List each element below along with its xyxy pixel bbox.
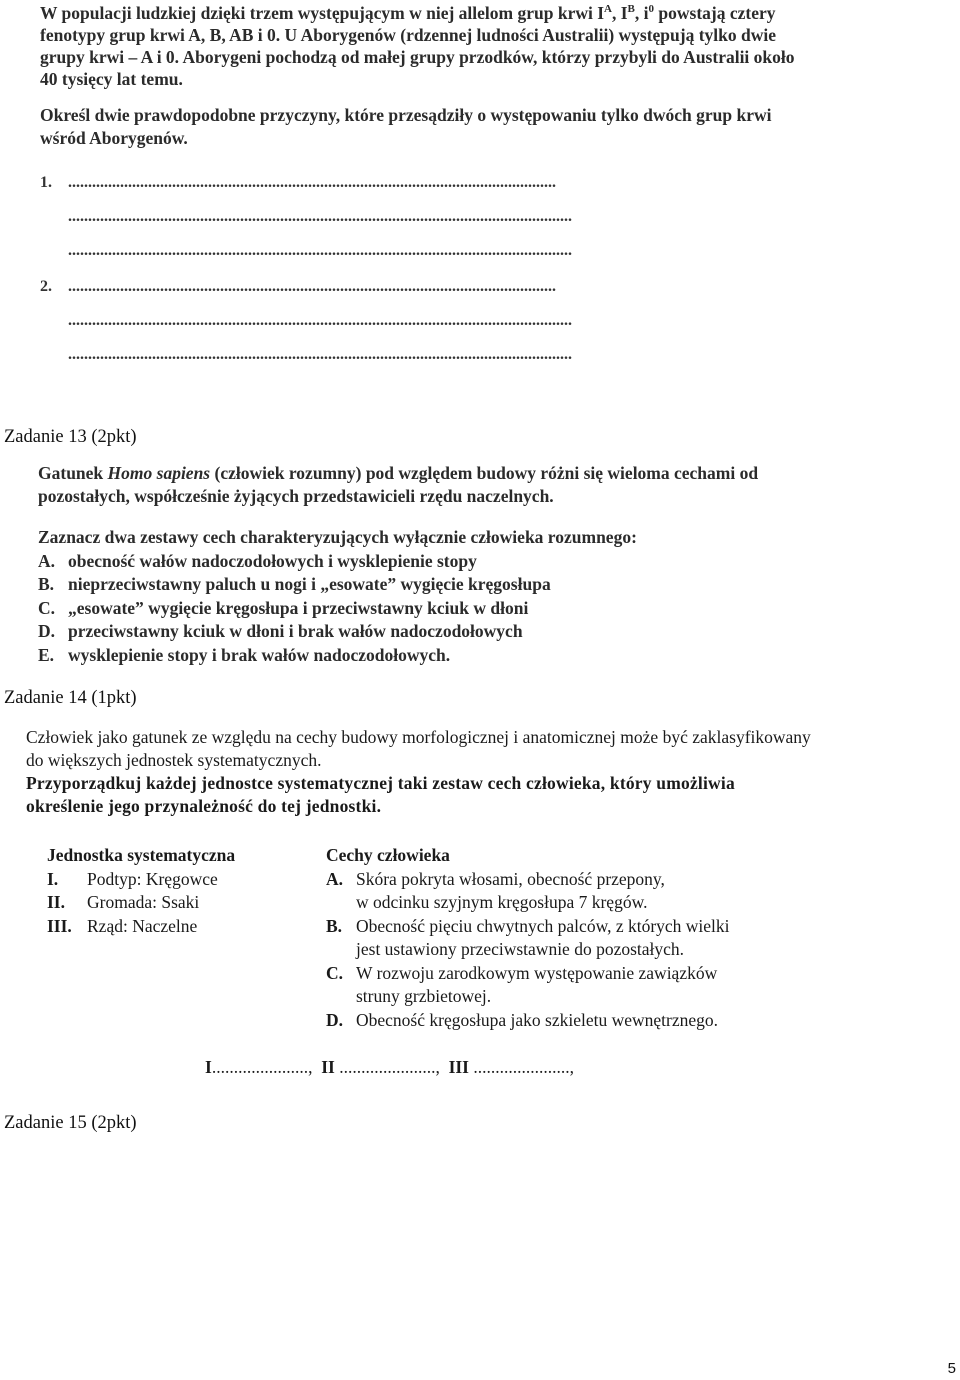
trait-item: B. Obecność pięciu chwytnych palców, z których wielki: [326, 915, 730, 936]
task14-answer-line[interactable]: I......................, II ......................, III ......................,: [205, 1057, 574, 1077]
units-header: Jednostka systematyczna: [47, 845, 236, 865]
task13-intro: Gatunek Homo sapiens (człowiek rozumny) pod względem budowy różni się wieloma cechami od pozostałych, współcześnie żyjących przedstawicieli rzędu naczelnych.: [38, 463, 759, 506]
task13-option-b[interactable]: B. nieprzeciwstawny paluch u nogi i „esowate” wygięcie kręgosłupa: [38, 574, 551, 594]
task13-question: [38, 526, 828, 667]
trait-item: D. Obecność kręgosłupa jako szkieletu wewnętrznego.: [326, 1009, 719, 1030]
answer-field-i[interactable]: ......................,: [211, 1057, 313, 1077]
task13-option-a[interactable]: A. obecność wałów nadoczodołowych i wysklepienie stopy: [38, 550, 477, 571]
answer-field-ii[interactable]: ......................,: [339, 1057, 440, 1077]
task14-heading: Zadanie 14 (1pkt): [4, 688, 137, 708]
trait-item-cont: w odcinku szyjnym kręgosłupa 7 kręgów.: [356, 892, 648, 912]
task14-intro: [26, 726, 816, 818]
answer-1-line-3[interactable]: ..............................................................................................................................: [68, 242, 572, 259]
trait-item: C. W rozwoju zarodkowym występowanie zawiązków: [326, 962, 718, 983]
task12-intro: W populacji ludzkiej dzięki trzem występującym w niej allelom grup krwi $I^A$, $I^B$, $i^0$ powstają cztery fenotypy grup krwi A, B, AB i 0. U Aborygenów (rdzennej ludności Australii) występują tylko dwie grupy krwi – A i 0. Aborygeni pochodzą od małej grupy przodków, którzy przybyli do Australii około 40 tysięcy lat temu.: [40, 3, 795, 89]
answer-1-line-1[interactable]: 1. ..........................................................................................................................: [40, 174, 556, 191]
task12-command: Określ dwie prawdopodobne przyczyny, które przesądziły o występowaniu tylko dwóch grup krwi wśród Aborygenów.: [40, 105, 772, 148]
answer-2-line-1[interactable]: 2. ..........................................................................................................................: [40, 278, 556, 295]
unit-item: II. Gromada: Ssaki: [47, 892, 200, 912]
answer-1-line-2[interactable]: ..............................................................................................................................: [68, 208, 572, 225]
unit-item: III. Rząd: Naczelne: [47, 915, 198, 936]
answer-2-line-3[interactable]: ..............................................................................................................................: [68, 346, 572, 363]
trait-item-cont: struny grzbietowej.: [356, 986, 492, 1006]
traits-column: [326, 844, 826, 1032]
task14-intro-text: Człowiek jako gatunek ze względu na cechy budowy morfologicznej i anatomicznej może być zaklasyfikowany do większych jednostek systematycznych.: [26, 727, 811, 770]
task13-heading: Zadanie 13 (2pkt): [4, 427, 137, 447]
units-column: [47, 844, 307, 938]
trait-item: A. Skóra pokryta włosami, obecność przepony,: [326, 868, 665, 889]
traits-header: Cechy człowieka: [326, 845, 450, 865]
trait-item-cont: jest ustawiony przeciwstawnie do pozostałych.: [356, 939, 685, 959]
answer-field-iii[interactable]: ......................,: [473, 1057, 574, 1077]
task13-option-e[interactable]: E. wysklepienie stopy i brak wałów nadoczodołowych.: [38, 644, 451, 665]
task13-option-d[interactable]: D. przeciwstawny kciuk w dłoni i brak wałów nadoczodołowych: [38, 621, 523, 641]
unit-item: I. Podtyp: Kręgowce: [47, 868, 218, 889]
answer-2-line-2[interactable]: ..............................................................................................................................: [68, 312, 572, 329]
task14-command: Przyporządkuj każdej jednostce systematycznej taki zestaw cech człowieka, który umożliwia określenie jego przynależność do tej jednostki.: [26, 773, 735, 816]
task13-command: Zaznacz dwa zestawy cech charakteryzujących wyłącznie człowieka rozumnego:: [38, 527, 637, 547]
task15-heading: Zadanie 15 (2pkt): [4, 1113, 137, 1133]
task13-option-c[interactable]: C. „esowate” wygięcie kręgosłupa i przeciwstawny kciuk w dłoni: [38, 597, 529, 618]
page-number: 5: [947, 1360, 956, 1377]
